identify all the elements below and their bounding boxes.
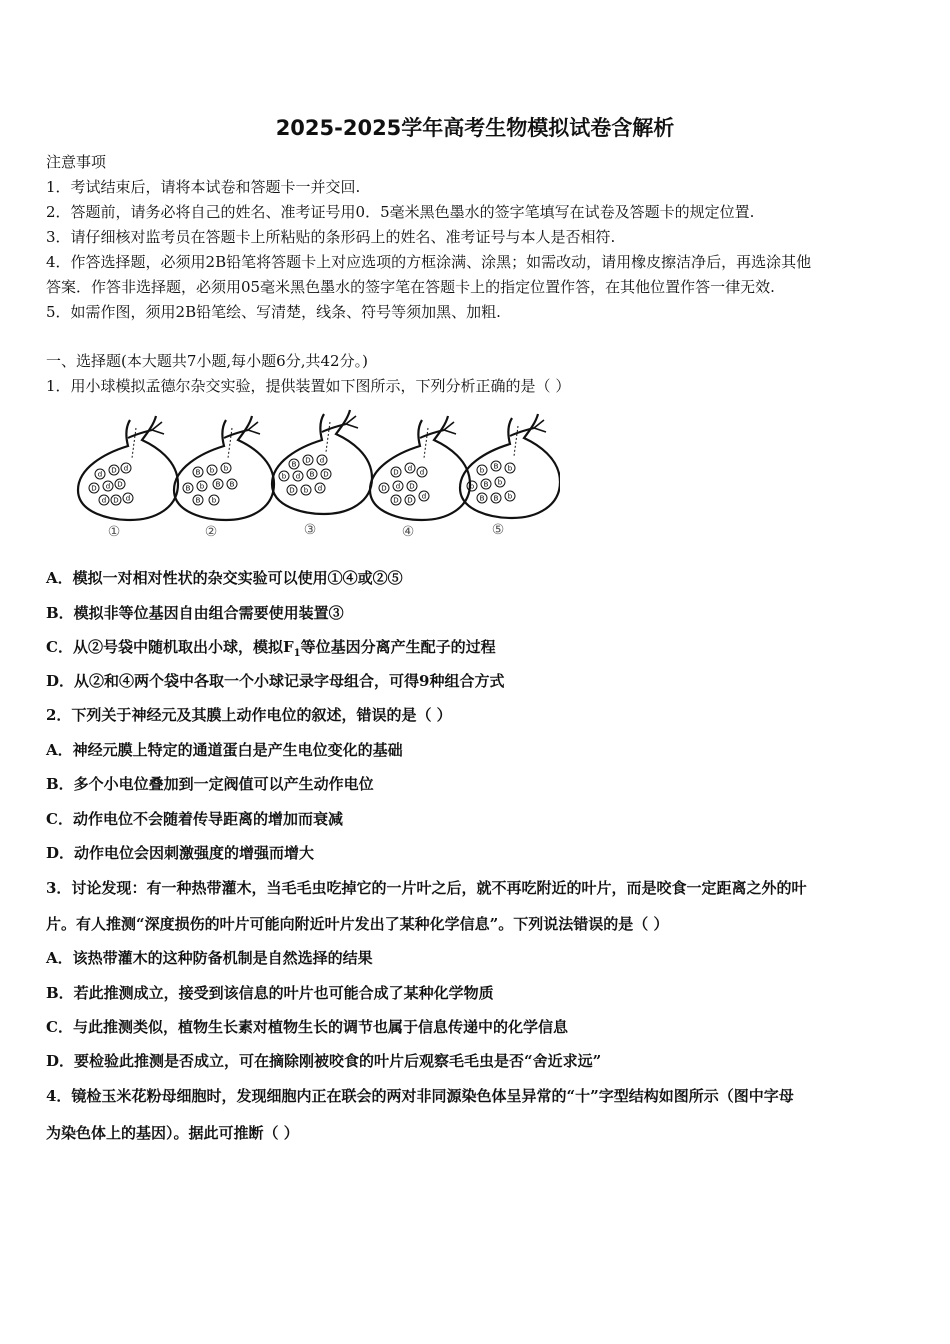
svg-text:b: b (469, 482, 475, 491)
svg-text:B: B (479, 494, 485, 503)
q3-option-d: D．要检验此推测是否成立，可在摘除刚被咬食的叶片后观察毛毛虫是否“舍近求远” (46, 1052, 602, 1070)
bag-2 (174, 416, 274, 520)
q3-stem-1: 3．讨论发现：有一种热带灌木，当毛毛虫吃掉它的一片叶之后，就不再吃附近的叶片，而是咬食一定距离之外的叶 (46, 879, 807, 897)
svg-text:d: d (317, 484, 323, 493)
svg-text:D: D (289, 486, 295, 495)
svg-text:D: D (323, 470, 329, 479)
svg-text:d: d (125, 494, 131, 503)
svg-text:b: b (479, 466, 485, 475)
svg-text:B: B (291, 460, 297, 469)
svg-text:D: D (407, 496, 413, 505)
svg-text:b: b (507, 464, 513, 473)
q2-stem: 2．下列关于神经元及其膜上动作电位的叙述，错误的是（ ） (46, 706, 452, 724)
svg-text:D: D (91, 484, 97, 493)
notice-item-2: 2．答题前，请务必将自己的姓名、准考证号用0．5毫米黑色墨水的签字笔填写在试卷及答题卡的规定位置. (46, 203, 755, 221)
q4-stem-1: 4．镜检玉米花粉母细胞时，发现细胞内正在联会的两对非同源染色体呈异常的“十”字型结构如图所示（图中字母 (46, 1087, 794, 1105)
q1-stem: 1．用小球模拟孟德尔杂交实验，提供装置如下图所示，下列分析正确的是（ ） (46, 377, 571, 395)
svg-text:b: b (303, 486, 309, 495)
q3-option-c: C．与此推测类似，植物生长素对植物生长的调节也属于信息传递中的化学信息 (46, 1018, 568, 1036)
q2-option-c: C．动作电位不会随着传导距离的增加而衰减 (46, 810, 343, 828)
bag-label-1: ① (107, 524, 121, 540)
svg-text:d: d (407, 464, 413, 473)
q2-option-b: B．多个小电位叠加到一定阀值可以产生动作电位 (46, 775, 374, 793)
svg-text:D: D (381, 484, 387, 493)
notice-item-3: 3．请仔细核对监考员在答题卡上所粘贴的条形码上的姓名、准考证号与本人是否相符. (46, 228, 616, 246)
svg-text:B: B (195, 496, 201, 505)
svg-text:D: D (393, 468, 399, 477)
q3-stem-2: 片。有人推测“深度损伤的叶片可能向附近叶片发出了某种化学信息”。下列说法错误的是（ ） (46, 915, 669, 933)
q1-option-a: A．模拟一对相对性状的杂交实验可以使用①④或②⑤ (46, 569, 403, 587)
svg-text:b: b (209, 466, 215, 475)
notice-heading: 注意事项 (46, 153, 107, 171)
svg-text:B: B (229, 480, 235, 489)
svg-text:d: d (395, 482, 401, 491)
svg-text:b: b (199, 482, 205, 491)
svg-text:d: d (295, 472, 301, 481)
bag-5 (460, 414, 560, 518)
svg-text:B: B (483, 480, 489, 489)
q4-stem-2: 为染色体上的基因）。据此可推断（ ） (46, 1124, 299, 1142)
notice-item-4-cont: 答案．作答非选择题，必须用05毫米黑色墨水的签字笔在答题卡上的指定位置作答，在其他位置作答一律无效. (46, 278, 775, 296)
svg-text:B: B (195, 468, 201, 477)
svg-text:d: d (421, 492, 427, 501)
q3-option-b: B．若此推测成立，接受到该信息的叶片也可能合成了某种化学物质 (46, 984, 494, 1002)
bag-4 (370, 416, 470, 520)
svg-text:B: B (185, 484, 191, 493)
ball-bags-figure (70, 402, 560, 542)
bag-label-4: ④ (401, 524, 415, 540)
q1-option-b: B．模拟非等位基因自由组合需要使用装置③ (46, 604, 344, 622)
svg-text:d: d (419, 468, 425, 477)
svg-text:d: d (105, 482, 111, 491)
q2-option-d: D．动作电位会因刺激强度的增强而增大 (46, 844, 315, 862)
svg-text:D: D (113, 496, 119, 505)
section-heading: 一、选择题(本大题共7小题,每小题6分,共42分。) (46, 352, 368, 370)
bag-3 (272, 410, 372, 514)
svg-text:D: D (409, 482, 415, 491)
page-title: 2025-2025学年高考生物模拟试卷含解析 (275, 116, 675, 140)
notice-item-1: 1．考试结束后，请将本试卷和答题卡一并交回. (46, 178, 361, 196)
bag-label-2: ② (204, 524, 218, 540)
svg-text:D: D (393, 496, 399, 505)
svg-text:b: b (497, 478, 503, 487)
svg-text:d: d (123, 464, 129, 473)
q3-option-a: A．该热带灌木的这种防备机制是自然选择的结果 (46, 949, 373, 967)
q1-option-c: C．从②号袋中随机取出小球，模拟$F_1$等位基因分离产生配子的过程 (46, 638, 496, 659)
svg-text:b: b (281, 472, 287, 481)
svg-text:b: b (211, 496, 217, 505)
svg-text:d: d (319, 456, 325, 465)
svg-text:d: d (97, 470, 103, 479)
svg-text:D: D (117, 480, 123, 489)
bag-1 (78, 416, 178, 520)
svg-text:b: b (223, 464, 229, 473)
bag-label-5: ⑤ (491, 522, 505, 538)
svg-text:D: D (305, 456, 311, 465)
svg-text:B: B (493, 494, 499, 503)
svg-text:B: B (493, 462, 499, 471)
notice-item-4: 4．作答选择题，必须用2B铅笔将答题卡上对应选项的方框涂满、涂黑；如需改动，请用橡皮擦洁净后，再选涂其他 (46, 253, 812, 271)
bag-label-3: ③ (303, 522, 317, 538)
svg-text:d: d (101, 496, 107, 505)
svg-text:D: D (111, 466, 117, 475)
q1-option-d: D．从②和④两个袋中各取一个小球记录字母组合，可得9种组合方式 (46, 672, 505, 690)
q2-option-a: A．神经元膜上特定的通道蛋白是产生电位变化的基础 (46, 741, 403, 759)
notice-item-5: 5．如需作图，须用2B铅笔绘、写清楚，线条、符号等须加黑、加粗. (46, 303, 501, 321)
svg-text:b: b (507, 492, 513, 501)
svg-text:B: B (215, 480, 221, 489)
svg-text:B: B (309, 470, 315, 479)
